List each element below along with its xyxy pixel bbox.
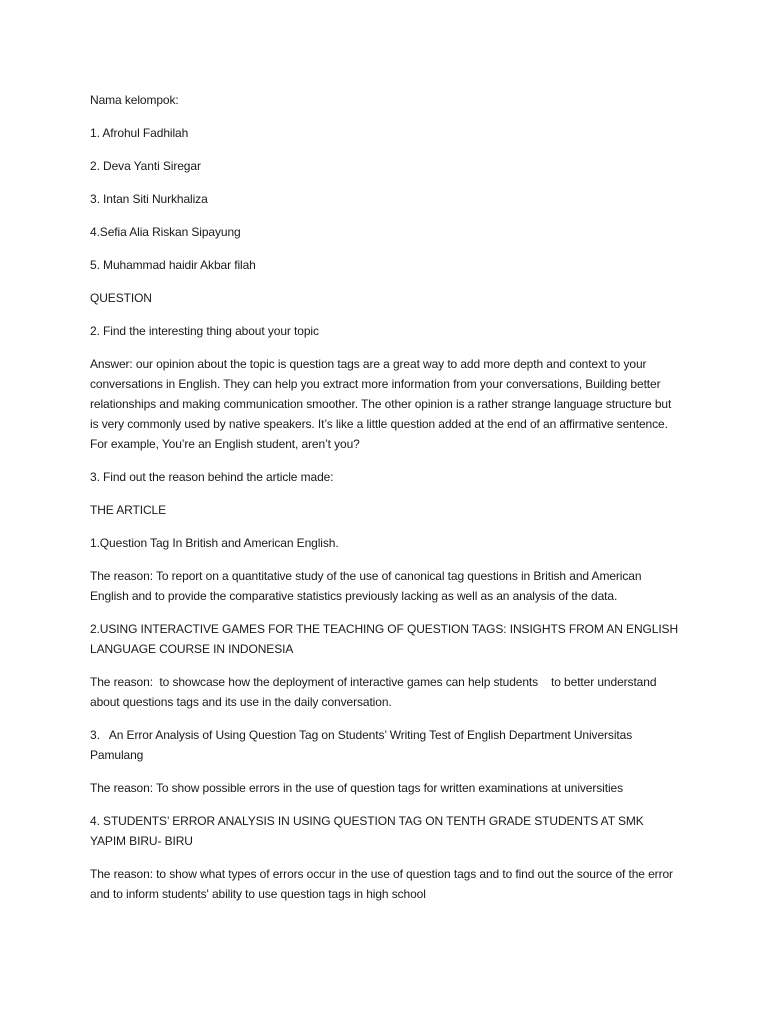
- member-2: 2. Deva Yanti Siregar: [90, 159, 201, 173]
- member-5: 5. Muhammad haidir Akbar filah: [90, 258, 256, 272]
- question-3: 3. Find out the reason behind the article made:: [90, 470, 334, 484]
- article-heading: THE ARTICLE: [90, 503, 167, 517]
- article-1-title: 1.Question Tag In British and American English.: [90, 536, 339, 550]
- member-3: 3. Intan Siti Nurkhaliza: [90, 192, 208, 206]
- answer-2: Answer: our opinion about the topic is question tags are a great way to add more depth and context to your conversations in English. They can help you extract more information from your conversations, Building better relationships and making communication smoother. The other opinion is a rather strange language structure but is very commonly used by native speakers. It’s like a little question added at the end of an affirmative sentence. For example, You’re an English student, aren’t you?: [90, 357, 675, 451]
- group-label: Nama kelompok:: [90, 93, 179, 107]
- article-4-reason: The reason: to show what types of errors occur in the use of question tags and to find out the source of the error and to inform students' ability to use question tags in high school: [90, 867, 677, 901]
- article-2-title: 2.USING INTERACTIVE GAMES FOR THE TEACHING OF QUESTION TAGS: INSIGHTS FROM AN ENGLISH LANGUAGE COURSE IN INDONESIA: [90, 622, 682, 656]
- question-2: 2. Find the interesting thing about your topic: [90, 324, 319, 338]
- document-page: [90, 90, 680, 917]
- question-heading: QUESTION: [90, 291, 152, 305]
- article-2-reason: The reason: to showcase how the deployment of interactive games can help students to better understand about questions tags and its use in the daily conversation.: [90, 675, 660, 709]
- article-3-reason: The reason: To show possible errors in the use of question tags for written examinations at universities: [90, 781, 623, 795]
- member-1: 1. Afrohul Fadhilah: [90, 126, 189, 140]
- article-4-title: 4. STUDENTS’ ERROR ANALYSIS IN USING QUESTION TAG ON TENTH GRADE STUDENTS AT SMK YAPIM BIRU- BIRU: [90, 814, 647, 848]
- member-4: 4.Sefia Alia Riskan Sipayung: [90, 225, 241, 239]
- article-3-title: 3. An Error Analysis of Using Question Tag on Students’ Writing Test of English Department Universitas Pamulang: [90, 728, 636, 762]
- article-1-reason: The reason: To report on a quantitative study of the use of canonical tag questions in British and American English and to provide the comparative statistics previously lacking as well as an analysis of the data.: [90, 569, 645, 603]
